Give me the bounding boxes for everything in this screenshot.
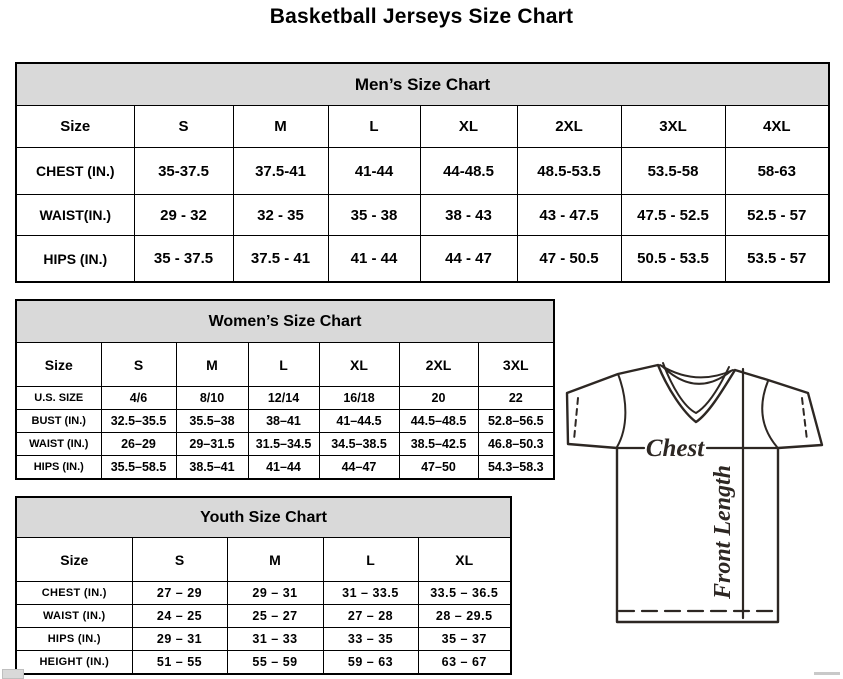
size-cell: 37.5 - 41 xyxy=(233,236,328,283)
womens-us-size-row xyxy=(16,387,554,410)
size-cell: 31 – 33.5 xyxy=(323,582,418,605)
page-title: Basketball Jerseys Size Chart xyxy=(269,5,574,28)
size-cell: 35.5–58.5 xyxy=(101,456,176,480)
size-cell: 54.3–58.3 xyxy=(478,456,554,480)
mens-col-header-4xl: 4XL xyxy=(725,106,829,148)
youth-chest-row xyxy=(16,582,511,605)
mens-size-chart-table xyxy=(15,62,830,283)
size-cell: 8/10 xyxy=(176,387,248,410)
mens-col-header-m: M xyxy=(233,106,328,148)
row-label: U.S. SIZE xyxy=(16,387,101,410)
size-cell: 20 xyxy=(399,387,478,410)
size-cell: 4/6 xyxy=(101,387,176,410)
mens-waist-row xyxy=(16,195,829,236)
size-cell: 41-44 xyxy=(328,148,420,195)
size-cell: 35 - 38 xyxy=(328,195,420,236)
youth-col-header-s: S xyxy=(132,538,227,582)
size-cell: 44–47 xyxy=(319,456,399,480)
row-label: BUST (IN.) xyxy=(16,410,101,433)
size-cell: 16/18 xyxy=(319,387,399,410)
collar-inner-line xyxy=(663,363,729,413)
size-cell: 32 - 35 xyxy=(233,195,328,236)
size-cell: 35.5–38 xyxy=(176,410,248,433)
size-cell: 38.5–41 xyxy=(176,456,248,480)
womens-col-header-size: Size xyxy=(16,343,101,387)
mens-col-header-xl: XL xyxy=(420,106,517,148)
youth-col-header-l: L xyxy=(323,538,418,582)
youth-hips-row xyxy=(16,628,511,651)
size-cell: 44-48.5 xyxy=(420,148,517,195)
womens-bust-row xyxy=(16,410,554,433)
row-label: CHEST (IN.) xyxy=(16,148,134,195)
youth-col-header-size: Size xyxy=(16,538,132,582)
ui-fragment-right xyxy=(814,672,840,675)
row-label: WAIST (IN.) xyxy=(16,433,101,456)
mens-col-header-3xl: 3XL xyxy=(621,106,725,148)
row-label: WAIST (IN.) xyxy=(16,605,132,628)
size-cell: 46.8–50.3 xyxy=(478,433,554,456)
left-sleeve-dashed-hem xyxy=(574,398,578,440)
mens-col-header-l: L xyxy=(328,106,420,148)
jersey-measurement-diagram xyxy=(556,360,843,628)
size-cell: 41–44.5 xyxy=(319,410,399,433)
youth-chart-title: Youth Size Chart xyxy=(16,497,511,538)
row-label: HEIGHT (IN.) xyxy=(16,651,132,675)
size-cell: 38 - 43 xyxy=(420,195,517,236)
row-label: HIPS (IN.) xyxy=(16,628,132,651)
youth-size-chart-table xyxy=(15,496,512,675)
womens-col-header-3xl: 3XL xyxy=(478,343,554,387)
size-cell: 51 – 55 xyxy=(132,651,227,675)
mens-chart-title: Men’s Size Chart xyxy=(16,63,829,106)
mens-header-row xyxy=(16,106,829,148)
size-cell: 31.5–34.5 xyxy=(248,433,319,456)
size-cell: 41 - 44 xyxy=(328,236,420,283)
size-cell: 28 – 29.5 xyxy=(418,605,511,628)
collar-back-arc-1 xyxy=(660,365,733,377)
size-cell: 34.5–38.5 xyxy=(319,433,399,456)
right-sleeve-dashed-hem xyxy=(802,398,807,440)
size-cell: 50.5 - 53.5 xyxy=(621,236,725,283)
youth-header-row xyxy=(16,538,511,582)
size-cell: 29–31.5 xyxy=(176,433,248,456)
size-cell: 33.5 – 36.5 xyxy=(418,582,511,605)
size-cell: 53.5-58 xyxy=(621,148,725,195)
mens-chest-row xyxy=(16,148,829,195)
womens-col-header-2xl: 2XL xyxy=(399,343,478,387)
womens-col-header-m: M xyxy=(176,343,248,387)
size-cell: 25 – 27 xyxy=(227,605,323,628)
size-cell: 38.5–42.5 xyxy=(399,433,478,456)
size-cell: 29 – 31 xyxy=(227,582,323,605)
size-cell: 47–50 xyxy=(399,456,478,480)
size-cell: 52.8–56.5 xyxy=(478,410,554,433)
ui-fragment-left xyxy=(2,669,24,679)
size-cell: 37.5-41 xyxy=(233,148,328,195)
size-cell: 35-37.5 xyxy=(134,148,233,195)
front-length-label: Front Length xyxy=(710,464,736,600)
right-armhole-seam xyxy=(762,381,777,447)
mens-col-header-size: Size xyxy=(16,106,134,148)
size-cell: 53.5 - 57 xyxy=(725,236,829,283)
size-cell: 55 – 59 xyxy=(227,651,323,675)
womens-col-header-s: S xyxy=(101,343,176,387)
size-cell: 24 – 25 xyxy=(132,605,227,628)
row-label: HIPS (IN.) xyxy=(16,456,101,480)
womens-size-chart-table xyxy=(15,299,555,480)
youth-height-row xyxy=(16,651,511,675)
size-cell: 43 - 47.5 xyxy=(517,195,621,236)
youth-col-header-xl: XL xyxy=(418,538,511,582)
womens-chart-title: Women’s Size Chart xyxy=(16,300,554,343)
size-cell: 44.5–48.5 xyxy=(399,410,478,433)
jersey-outline xyxy=(567,365,822,622)
size-cell: 31 – 33 xyxy=(227,628,323,651)
row-label: WAIST(IN.) xyxy=(16,195,134,236)
youth-waist-row xyxy=(16,605,511,628)
size-cell: 29 - 32 xyxy=(134,195,233,236)
mens-hips-row xyxy=(16,236,829,283)
row-label: HIPS (IN.) xyxy=(16,236,134,283)
size-cell: 27 – 29 xyxy=(132,582,227,605)
womens-hips-row xyxy=(16,456,554,480)
size-cell: 47.5 - 52.5 xyxy=(621,195,725,236)
size-cell: 27 – 28 xyxy=(323,605,418,628)
womens-col-header-l: L xyxy=(248,343,319,387)
size-cell: 63 – 67 xyxy=(418,651,511,675)
size-cell: 44 - 47 xyxy=(420,236,517,283)
size-cell: 22 xyxy=(478,387,554,410)
size-cell: 29 – 31 xyxy=(132,628,227,651)
size-cell: 12/14 xyxy=(248,387,319,410)
left-armhole-seam xyxy=(617,374,625,447)
size-cell: 47 - 50.5 xyxy=(517,236,621,283)
mens-col-header-2xl: 2XL xyxy=(517,106,621,148)
size-cell: 48.5-53.5 xyxy=(517,148,621,195)
womens-header-row xyxy=(16,343,554,387)
chest-label: Chest xyxy=(645,435,705,462)
size-cell: 59 – 63 xyxy=(323,651,418,675)
size-cell: 33 – 35 xyxy=(323,628,418,651)
youth-col-header-m: M xyxy=(227,538,323,582)
size-cell: 41–44 xyxy=(248,456,319,480)
size-cell: 35 - 37.5 xyxy=(134,236,233,283)
size-cell: 35 – 37 xyxy=(418,628,511,651)
size-cell: 26–29 xyxy=(101,433,176,456)
womens-waist-row xyxy=(16,433,554,456)
row-label: CHEST (IN.) xyxy=(16,582,132,605)
size-cell: 38–41 xyxy=(248,410,319,433)
womens-col-header-xl: XL xyxy=(319,343,399,387)
size-cell: 58-63 xyxy=(725,148,829,195)
size-cell: 32.5–35.5 xyxy=(101,410,176,433)
size-cell: 52.5 - 57 xyxy=(725,195,829,236)
mens-col-header-s: S xyxy=(134,106,233,148)
